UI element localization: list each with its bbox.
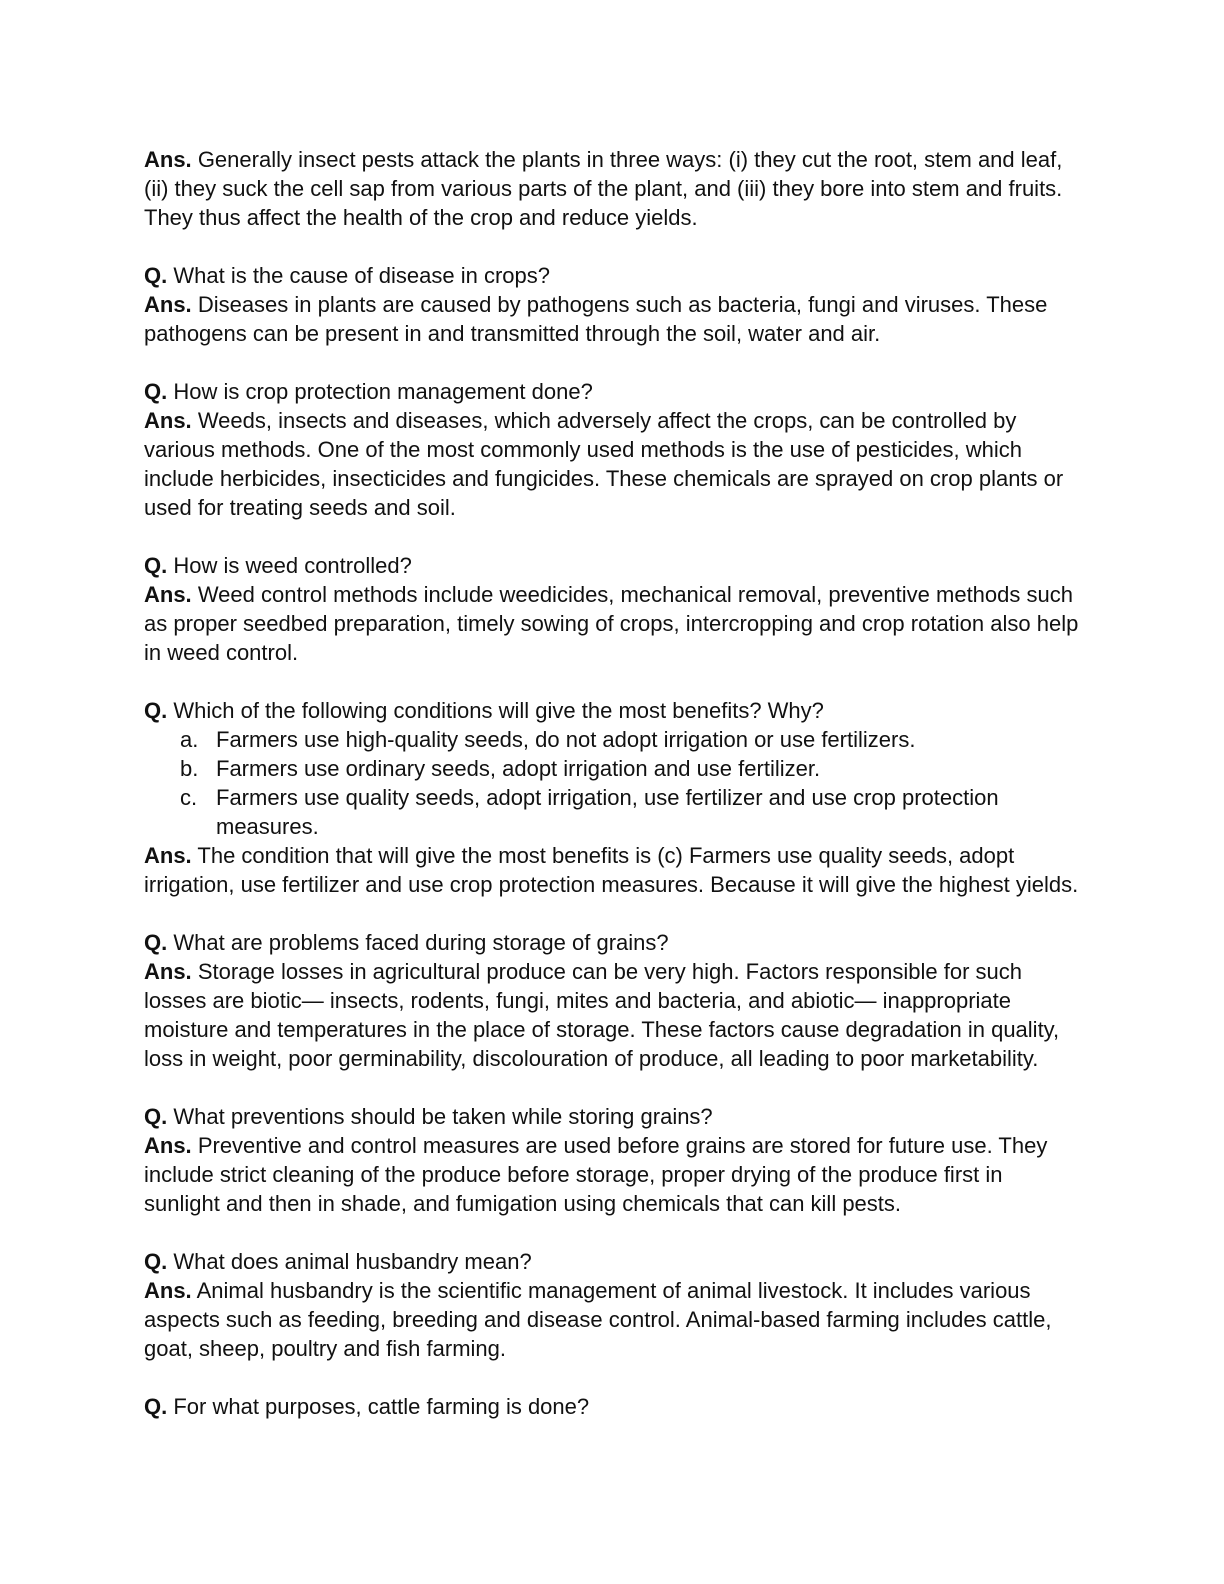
- question-block: [144, 1392, 1080, 1421]
- mcq-block: [144, 696, 1080, 899]
- answer-text: Weeds, insects and diseases, which adversely affect the crops, can be controlled by various methods. One of the most commonly used methods is the use of pesticides, which include herbicides, insecticides and fungicides. These chemicals are sprayed on crop plants or used for treating seeds and soil.: [144, 408, 1064, 520]
- document-content: [144, 145, 1080, 1421]
- question-line: [144, 1102, 1080, 1131]
- option-item-b: [144, 754, 1080, 783]
- answer-block: [144, 145, 1080, 232]
- question-prefix: Q.: [144, 379, 168, 404]
- answer-prefix: Ans.: [144, 1278, 192, 1303]
- question-line: [144, 261, 1080, 290]
- question-line: [144, 696, 1080, 725]
- answer-text: The condition that will give the most benefits is (c) Farmers use quality seeds, adopt irrigation, use fertilizer and use crop protection measures. Because it will give the highest yields.: [144, 843, 1079, 897]
- question-prefix: Q.: [144, 698, 168, 723]
- answer-paragraph: [144, 145, 1080, 232]
- qa-block: [144, 377, 1080, 522]
- question-text: What preventions should be taken while storing grains?: [173, 1104, 713, 1129]
- question-prefix: Q.: [144, 1104, 168, 1129]
- option-marker: a.: [180, 727, 199, 752]
- answer-paragraph: [144, 957, 1080, 1073]
- question-prefix: Q.: [144, 1249, 168, 1274]
- question-text: How is crop protection management done?: [173, 379, 593, 404]
- answer-text: Animal husbandry is the scientific management of animal livestock. It includes various aspects such as feeding, breeding and disease control. Animal-based farming includes cattle, goat, sheep, poultry and fish farming.: [144, 1278, 1052, 1361]
- answer-text: Preventive and control measures are used before grains are stored for future use. They include strict cleaning of the produce before storage, proper drying of the produce first in sunlight and then in shade, and fumigation using chemicals that can kill pests.: [144, 1133, 1048, 1216]
- option-marker: c.: [180, 785, 198, 810]
- answer-paragraph: [144, 580, 1080, 667]
- qa-block: [144, 551, 1080, 667]
- answer-prefix: Ans.: [144, 582, 192, 607]
- qa-block: [144, 1247, 1080, 1363]
- question-text: For what purposes, cattle farming is done?: [173, 1394, 590, 1419]
- option-text: Farmers use quality seeds, adopt irrigation, use fertilizer and use crop protection measures.: [216, 785, 999, 839]
- question-line: [144, 928, 1080, 957]
- question-prefix: Q.: [144, 553, 168, 578]
- answer-text: Diseases in plants are caused by pathogens such as bacteria, fungi and viruses. These pathogens can be present in and transmitted through the soil, water and air.: [144, 292, 1048, 346]
- answer-prefix: Ans.: [144, 843, 192, 868]
- question-prefix: Q.: [144, 263, 168, 288]
- question-text: How is weed controlled?: [173, 553, 412, 578]
- qa-block: [144, 261, 1080, 348]
- answer-paragraph: [144, 406, 1080, 522]
- question-line: [144, 551, 1080, 580]
- question-line: [144, 377, 1080, 406]
- option-item-a: [144, 725, 1080, 754]
- answer-prefix: Ans.: [144, 959, 192, 984]
- qa-block: [144, 928, 1080, 1073]
- answer-text: Storage losses in agricultural produce can be very high. Factors responsible for such losses are biotic— insects, rodents, fungi, mites and bacteria, and abiotic— inappropriate moisture and temperatures in the place of storage. These factors cause degradation in quality, loss in weight, poor germinability, discolouration of produce, all leading to poor marketability.: [144, 959, 1060, 1071]
- qa-block: [144, 1102, 1080, 1218]
- answer-prefix: Ans.: [144, 292, 192, 317]
- question-prefix: Q.: [144, 1394, 168, 1419]
- option-text: Farmers use ordinary seeds, adopt irrigation and use fertilizer.: [216, 756, 821, 781]
- answer-text: Weed control methods include weedicides, mechanical removal, preventive methods such as proper seedbed preparation, timely sowing of crops, intercropping and crop rotation also help in weed control.: [144, 582, 1079, 665]
- option-marker: b.: [180, 756, 199, 781]
- answer-paragraph: [144, 1276, 1080, 1363]
- answer-prefix: Ans.: [144, 1133, 192, 1158]
- question-line: [144, 1247, 1080, 1276]
- answer-text: Generally insect pests attack the plants in three ways: (i) they cut the root, stem and leaf, (ii) they suck the cell sap from various parts of the plant, and (iii) they bore into stem and fruits. They thus affect the health of the crop and reduce yields.: [144, 147, 1063, 230]
- option-item-c: [144, 783, 1080, 841]
- question-text: What are problems faced during storage of grains?: [173, 930, 669, 955]
- question-text: Which of the following conditions will give the most benefits? Why?: [173, 698, 824, 723]
- question-prefix: Q.: [144, 930, 168, 955]
- question-line: [144, 1392, 1080, 1421]
- question-text: What does animal husbandry mean?: [173, 1249, 532, 1274]
- question-text: What is the cause of disease in crops?: [173, 263, 551, 288]
- answer-paragraph: [144, 841, 1080, 899]
- option-text: Farmers use high-quality seeds, do not adopt irrigation or use fertilizers.: [216, 727, 916, 752]
- answer-paragraph: [144, 290, 1080, 348]
- answer-prefix: Ans.: [144, 147, 192, 172]
- answer-prefix: Ans.: [144, 408, 192, 433]
- answer-paragraph: [144, 1131, 1080, 1218]
